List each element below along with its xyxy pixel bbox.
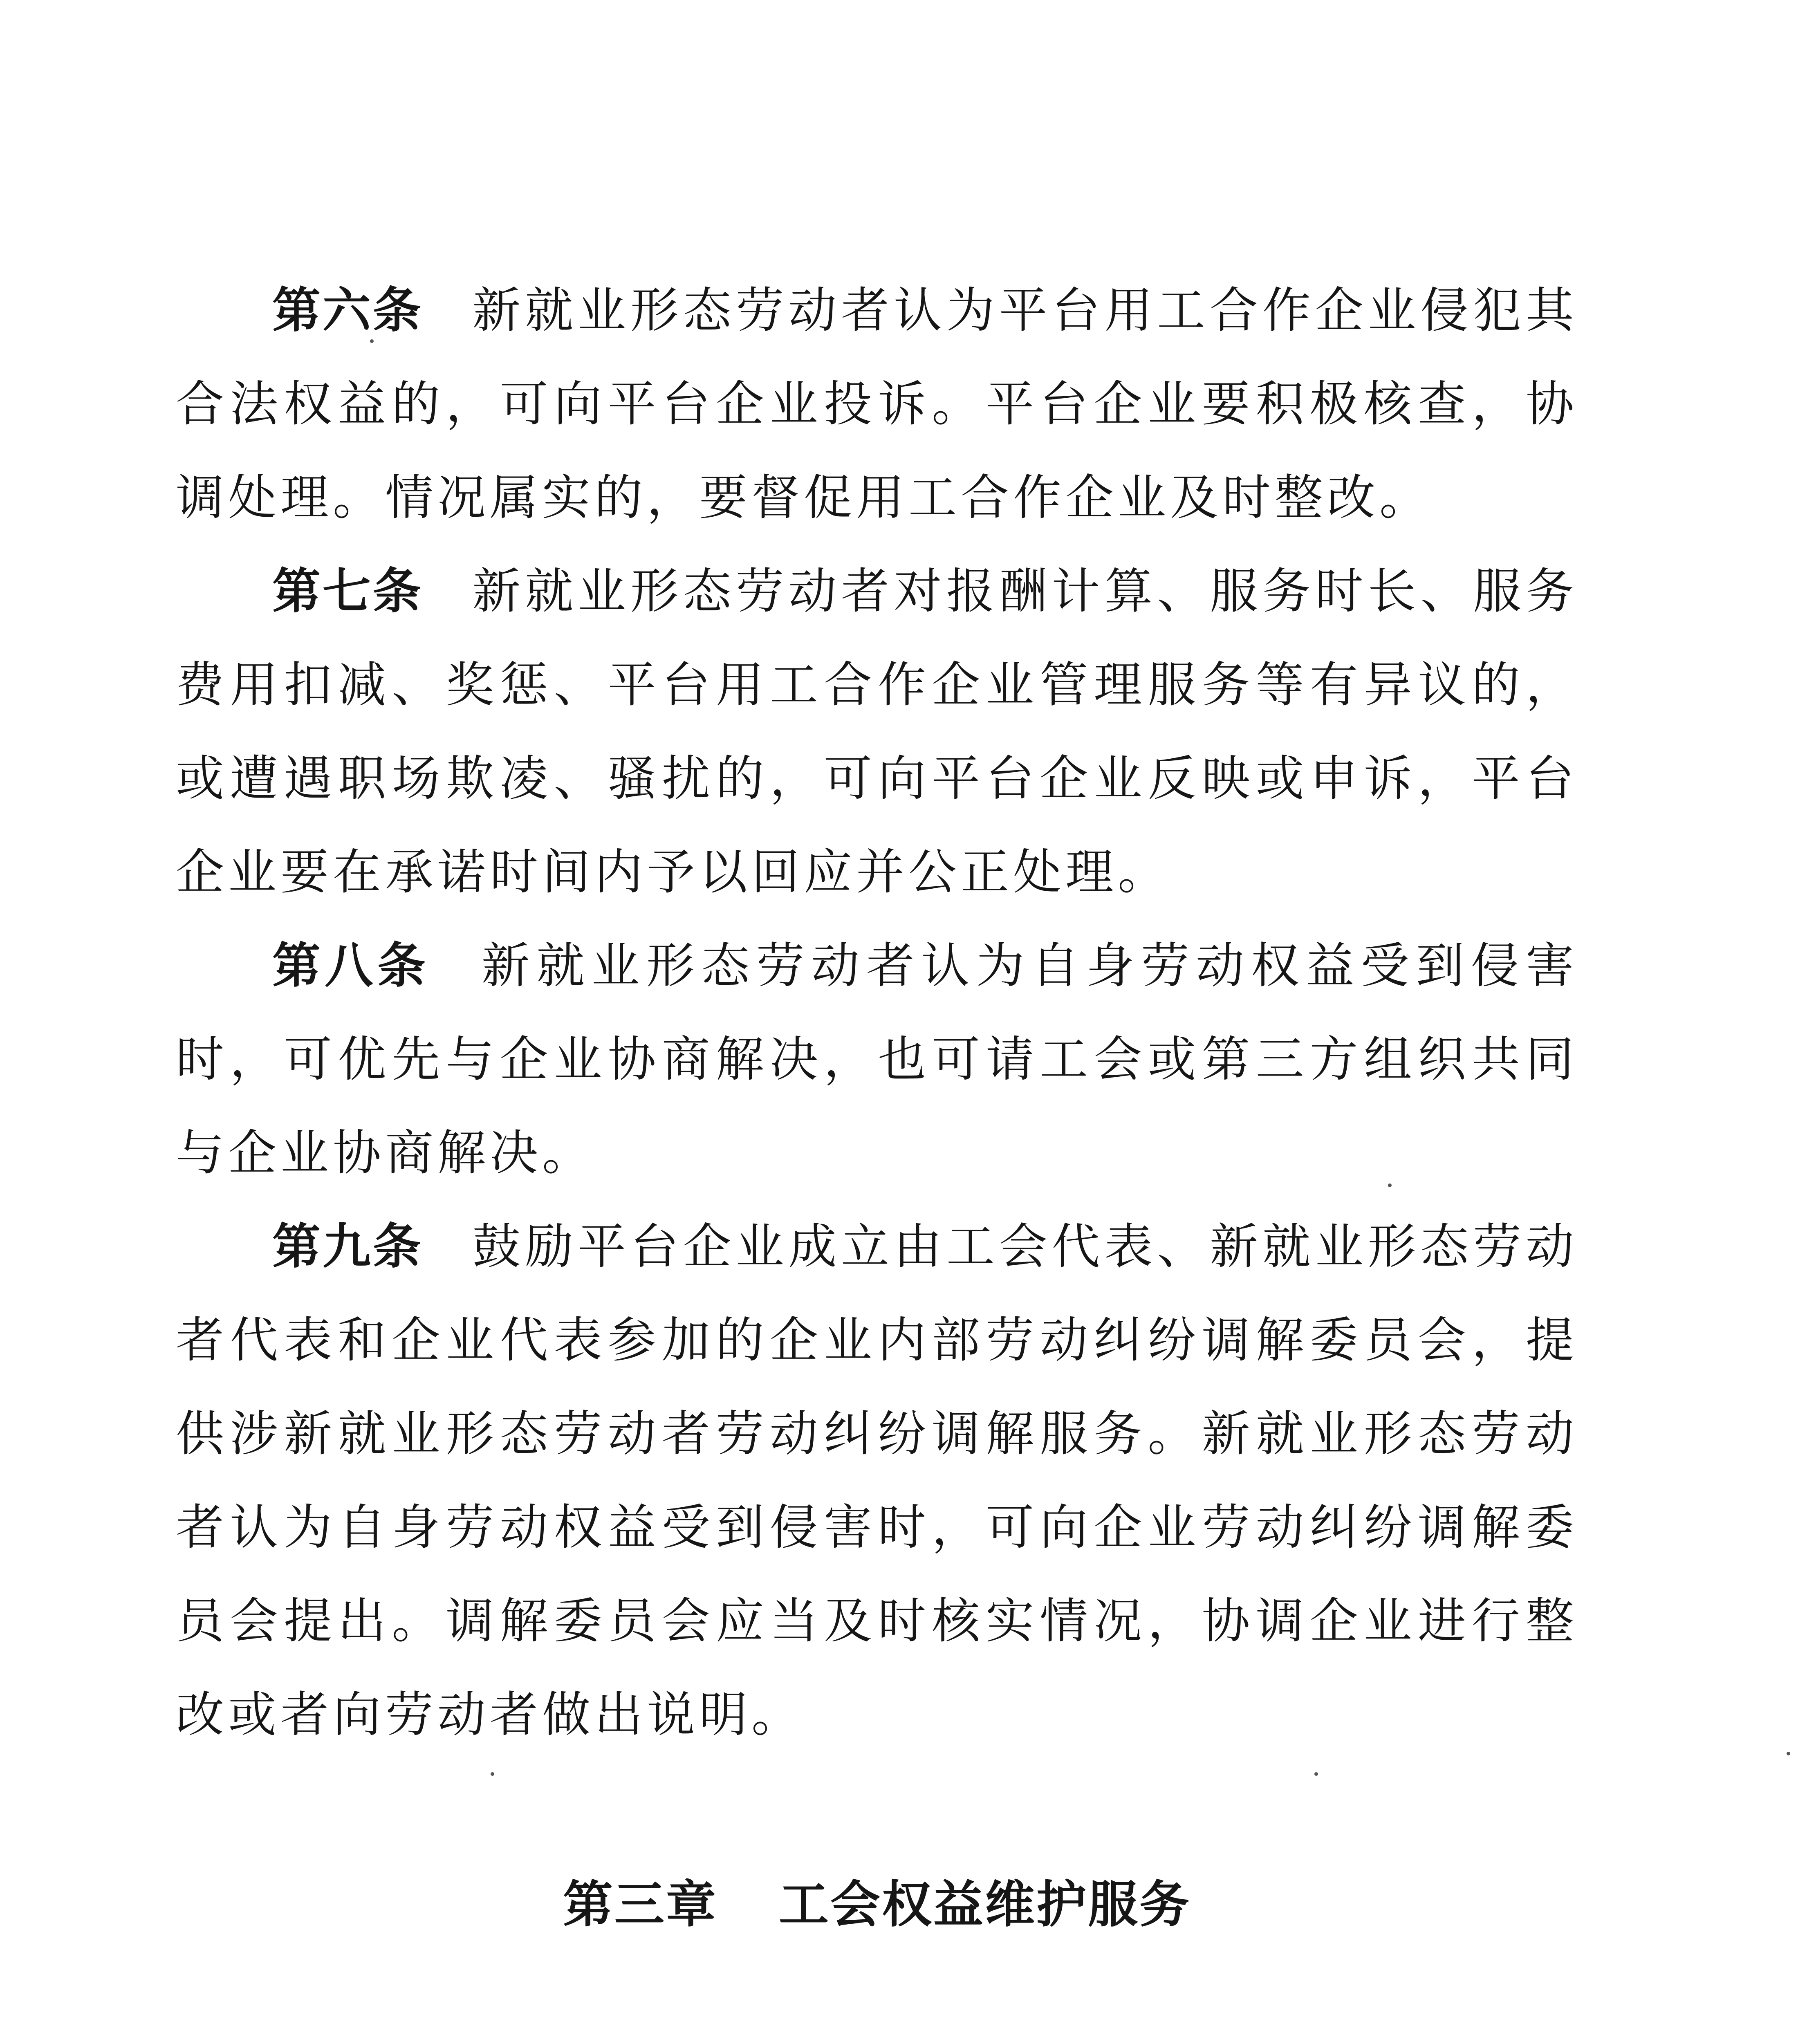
article-text: 鼓励平台企业成立由工会代表、新就业形态劳动者代表和企业代表参加的企业内部劳动纠纷调解委员会，提供涉新就业形态劳动者劳动纠纷调解服务。新就业形态劳动者认为自身劳动权益受到侵害时，可向企业劳动纠纷调解委员会提出。调解委员会应当及时核实情况，协调企业进行整改或者向劳动者做出说明。 bbox=[176, 1218, 1578, 1743]
chapter-heading bbox=[176, 1864, 1578, 1945]
chapter-title-text: 工会权益维护服务 bbox=[779, 1876, 1191, 1934]
article-text: 新就业形态劳动者对报酬计算、服务时长、服务费用扣减、奖惩、平台用工合作企业管理服务等有异议的，或遭遇职场欺凌、骚扰的，可向平台企业反映或申诉，平台企业要在承诺时间内予以回应并公正处理。 bbox=[176, 563, 1578, 900]
chapter-number: 第三章 bbox=[563, 1876, 717, 1934]
article-6 bbox=[176, 264, 1578, 545]
article-9 bbox=[176, 1200, 1578, 1762]
article-number: 第九条 bbox=[272, 1218, 423, 1275]
article-text: 新就业形态劳动者认为平台用工合作企业侵犯其合法权益的，可向平台企业投诉。平台企业要积极核查，协调处理。情况属实的，要督促用工合作企业及时整改。 bbox=[176, 282, 1578, 526]
article-number: 第六条 bbox=[272, 282, 423, 338]
scan-speck bbox=[1388, 1183, 1392, 1187]
scan-speck bbox=[491, 1772, 494, 1776]
article-10 bbox=[176, 2033, 1578, 2044]
article-number: 第八条 bbox=[272, 937, 430, 994]
scan-speck bbox=[370, 339, 374, 343]
article-8 bbox=[176, 919, 1578, 1200]
article-number: 第七条 bbox=[272, 563, 423, 619]
scan-speck bbox=[1787, 1752, 1790, 1755]
article-7 bbox=[176, 545, 1578, 919]
scan-speck bbox=[1314, 1772, 1318, 1776]
document-body bbox=[176, 264, 1578, 2044]
article-text: 新就业形态劳动者认为自身劳动权益受到侵害时，可优先与企业协商解决，也可请工会或第三方组织共同与企业协商解决。 bbox=[176, 937, 1578, 1181]
